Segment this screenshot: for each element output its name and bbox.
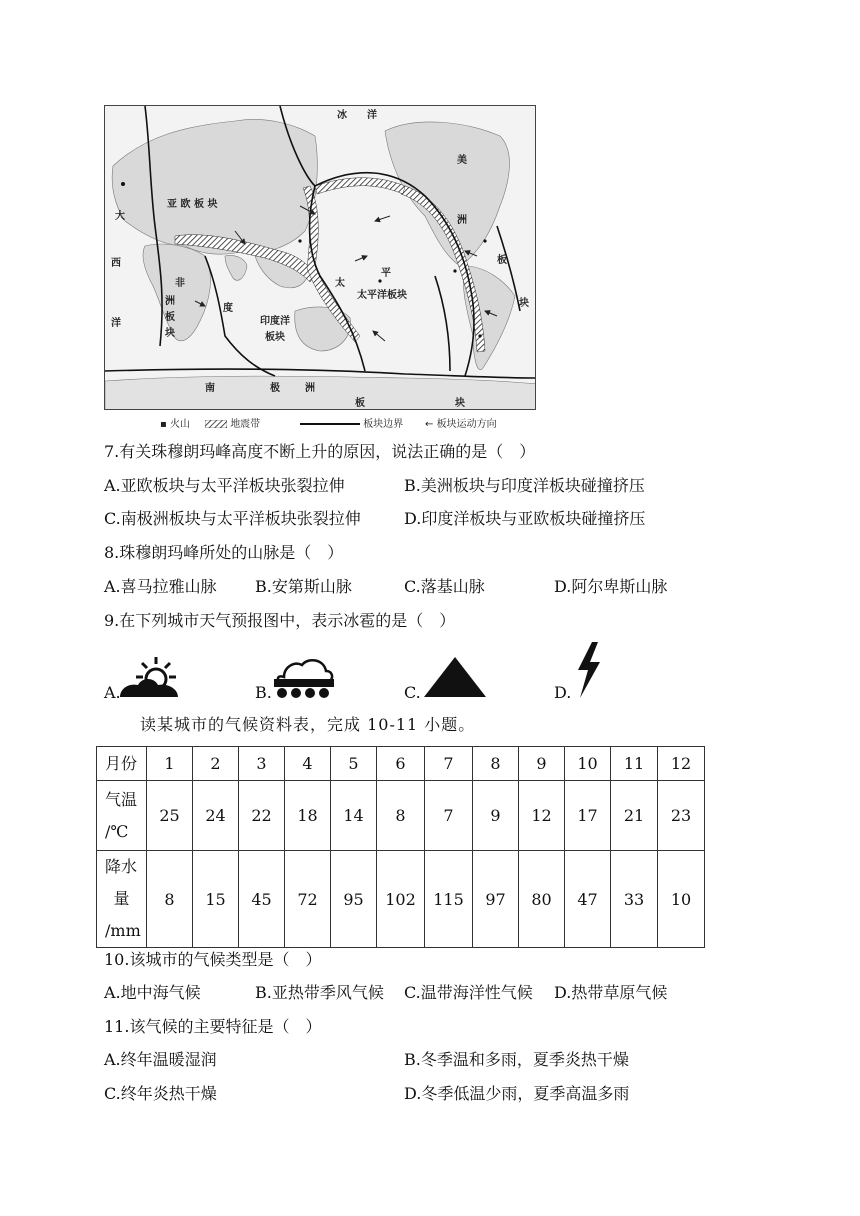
month-header: 月份 xyxy=(97,747,147,781)
temperature-cell: 18 xyxy=(285,781,331,851)
precipitation-label-2: 量 xyxy=(113,889,130,908)
temperature-row xyxy=(97,781,705,851)
temperature-cell: 7 xyxy=(425,781,473,851)
q8-stem: 8.珠穆朗玛峰所处的山脉是（ ） xyxy=(104,543,344,562)
legend-volcano: ▪ 火山 xyxy=(160,419,190,430)
q11-option-a[interactable]: A.终年温暖湿润 xyxy=(104,1050,217,1069)
month-cell: 3 xyxy=(239,747,285,781)
precipitation-label: 降水 xyxy=(105,857,138,876)
precipitation-cell: 80 xyxy=(519,851,565,948)
label-africa-4: 块 xyxy=(165,328,175,339)
month-row xyxy=(97,747,705,781)
label-pacific-plate: 太平洋板块 xyxy=(357,290,407,301)
q10-option-b[interactable]: B.亚热带季风气候 xyxy=(255,983,384,1002)
precipitation-cell: 72 xyxy=(285,851,331,948)
month-cell: 8 xyxy=(473,747,519,781)
table-intro: 读某城市的气候资料表，完成 10-11 小题。 xyxy=(140,715,476,734)
label-antarctic-1: 南 xyxy=(205,383,215,394)
temperature-cell: 22 xyxy=(239,781,285,851)
month-cell: 11 xyxy=(611,747,658,781)
precipitation-cell: 15 xyxy=(193,851,239,948)
temperature-label: 气温 xyxy=(105,789,138,809)
label-antarctic-3: 洲 xyxy=(305,383,315,394)
label-antarctic-5: 块 xyxy=(455,398,465,409)
q8-option-c[interactable]: C.落基山脉 xyxy=(404,577,485,596)
temperature-cell: 17 xyxy=(565,781,611,851)
label-indian-ocean: 度 xyxy=(223,303,233,314)
temperature-cell: 12 xyxy=(519,781,565,851)
q8-option-d[interactable]: D.阿尔卑斯山脉 xyxy=(554,577,668,596)
antarctica-land xyxy=(105,376,536,410)
precipitation-cell: 10 xyxy=(658,851,705,948)
label-antarctic-2: 极 xyxy=(270,383,280,394)
seismic-hatch-icon xyxy=(205,420,227,428)
q8-option-b[interactable]: B.安第斯山脉 xyxy=(255,577,352,596)
month-cell: 6 xyxy=(377,747,425,781)
label-eurasian-plate: 亚 欧 板 块 xyxy=(167,199,218,210)
label-indian-plate-1: 印度洋 xyxy=(260,316,290,327)
label-america-3: 板 xyxy=(497,255,507,266)
q9-stem: 9.在下列城市天气预报图中，表示冰雹的是（ ） xyxy=(104,611,456,630)
sunny-cloud-icon xyxy=(118,655,182,699)
q9-option-b[interactable]: B. xyxy=(255,683,272,702)
label-pacific-1: 太 xyxy=(335,278,345,289)
climate-table xyxy=(96,746,705,948)
q10-option-d[interactable]: D.热带草原气候 xyxy=(554,983,668,1002)
label-america-1: 美 xyxy=(457,155,467,166)
label-ice: 冰 xyxy=(337,110,347,121)
q7-option-c[interactable]: C.南极洲板块与太平洋板块张裂拉伸 xyxy=(104,509,361,528)
q11-option-b[interactable]: B.冬季温和多雨，夏季炎热干燥 xyxy=(404,1050,629,1069)
plate-tectonics-map xyxy=(104,105,536,410)
temperature-header xyxy=(97,781,147,851)
hail-icon xyxy=(270,655,336,699)
temperature-cell: 24 xyxy=(193,781,239,851)
precipitation-cell: 45 xyxy=(239,851,285,948)
label-america-2: 洲 xyxy=(457,215,467,226)
q9-option-c[interactable]: C. xyxy=(404,683,421,702)
arrow-left-icon: ← xyxy=(425,419,434,430)
month-cell: 10 xyxy=(565,747,611,781)
q7-option-a[interactable]: A.亚欧板块与太平洋板块张裂拉伸 xyxy=(104,476,345,495)
q10-option-a[interactable]: A.地中海气候 xyxy=(104,983,201,1002)
label-america-4: 块 xyxy=(519,298,529,309)
label-atlantic-3: 洋 xyxy=(111,318,121,329)
q10-stem: 10.该城市的气候类型是（ ） xyxy=(104,950,322,969)
temperature-cell: 14 xyxy=(331,781,377,851)
label-indian-plate-2: 板块 xyxy=(265,332,285,343)
precipitation-cell: 115 xyxy=(425,851,473,948)
label-pacific-2: 平 xyxy=(381,268,391,279)
label-antarctic-4: 板 xyxy=(355,398,365,409)
triangle-icon xyxy=(422,655,488,699)
precipitation-cell: 102 xyxy=(377,851,425,948)
map-legend xyxy=(160,415,540,431)
q11-option-c[interactable]: C.终年炎热干燥 xyxy=(104,1084,217,1103)
precipitation-cell: 47 xyxy=(565,851,611,948)
label-atlantic-2: 西 xyxy=(111,258,121,269)
precipitation-cell: 8 xyxy=(147,851,193,948)
precipitation-cell: 95 xyxy=(331,851,377,948)
boundary-line-icon xyxy=(300,421,360,427)
label-africa-2: 洲 xyxy=(165,296,175,307)
precipitation-unit: /mm xyxy=(105,921,141,940)
precipitation-cell: 97 xyxy=(473,851,519,948)
label-africa-3: 板 xyxy=(165,312,175,323)
q7-option-d[interactable]: D.印度洋板块与亚欧板块碰撞挤压 xyxy=(404,509,646,528)
precipitation-row xyxy=(97,851,705,948)
temperature-cell: 8 xyxy=(377,781,425,851)
precipitation-cell: 33 xyxy=(611,851,658,948)
month-cell: 4 xyxy=(285,747,331,781)
legend-plate-boundary: 板块边界 xyxy=(300,415,403,430)
q9-option-a[interactable]: A. xyxy=(104,683,121,702)
temperature-cell: 9 xyxy=(473,781,519,851)
temperature-cell: 21 xyxy=(611,781,658,851)
month-cell: 5 xyxy=(331,747,377,781)
month-cell: 2 xyxy=(193,747,239,781)
q11-stem: 11.该气候的主要特征是（ ） xyxy=(104,1017,322,1036)
legend-plate-motion: ← 板块运动方向 xyxy=(425,419,497,430)
label-ocean: 洋 xyxy=(367,110,377,121)
world-plate-map xyxy=(105,106,536,410)
month-cell: 1 xyxy=(147,747,193,781)
q8-option-a[interactable]: A.喜马拉雅山脉 xyxy=(104,577,217,596)
temperature-cell: 23 xyxy=(658,781,705,851)
q9-option-d[interactable]: D. xyxy=(554,683,572,702)
month-cell: 12 xyxy=(658,747,705,781)
month-cell: 7 xyxy=(425,747,473,781)
label-atlantic-1: 大 xyxy=(115,211,125,222)
q7-option-b[interactable]: B.美洲板块与印度洋板块碰撞挤压 xyxy=(404,476,645,495)
legend-seismic-belt: 地震带 xyxy=(205,415,260,430)
month-cell: 9 xyxy=(519,747,565,781)
q7-stem: 7.有关珠穆朗玛峰高度不断上升的原因，说法正确的是（ ） xyxy=(104,442,536,461)
temperature-cell: 25 xyxy=(147,781,193,851)
q10-option-c[interactable]: C.温带海洋性气候 xyxy=(404,983,533,1002)
temperature-unit: /℃ xyxy=(105,821,129,841)
label-africa-1: 非 xyxy=(175,278,185,289)
lightning-icon xyxy=(570,640,606,700)
precipitation-header xyxy=(97,851,147,948)
q11-option-d[interactable]: D.冬季低温少雨，夏季高温多雨 xyxy=(404,1084,630,1103)
volcano-dot-icon: ▪ xyxy=(160,419,167,430)
